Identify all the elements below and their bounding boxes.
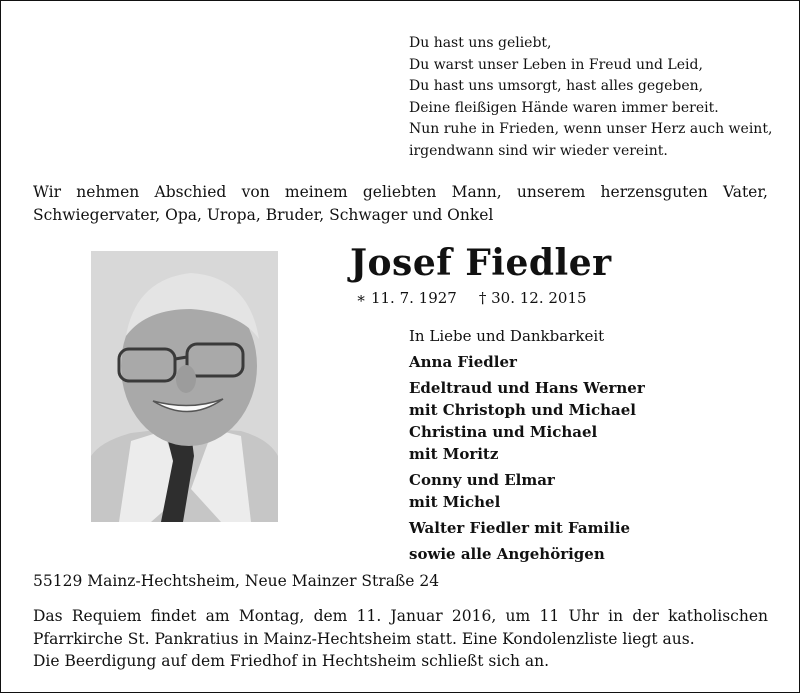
deceased-name: Josef Fiedler xyxy=(350,242,612,284)
mourner-line: Anna Fiedler xyxy=(409,353,517,371)
mourner-line: mit Moritz xyxy=(409,445,499,463)
poem-line: irgendwann sind wir wieder vereint. xyxy=(409,142,668,159)
birth-date: ∗ 11. 7. 1927 xyxy=(356,289,457,307)
mourners-list xyxy=(409,325,769,565)
burial-text: Die Beerdigung auf dem Friedhof in Hechtsheim schließt sich an. xyxy=(33,652,550,670)
mourner-line: mit Michel xyxy=(409,493,501,511)
dedication: In Liebe und Dankbarkeit xyxy=(409,327,605,345)
requiem-text: Das Requiem findet am Montag, dem 11. Januar 2016, um 11 Uhr in der katholischen Pfarrkirche St. Pankratius in Mainz-Hechtsheim statt. Eine Kondolenzliste liegt aus. xyxy=(33,607,768,648)
poem xyxy=(409,33,773,162)
mourner-line: Edeltraud und Hans Werner xyxy=(409,379,645,397)
poem-line: Du hast uns umsorgt, hast alles gegeben, xyxy=(409,78,704,94)
mourner-line: mit Christoph und Michael xyxy=(409,401,636,419)
mourner-line: Walter Fiedler mit Familie xyxy=(409,519,631,537)
mourner-line: sowie alle Angehörigen xyxy=(409,545,605,563)
mourner-line: Conny und Elmar xyxy=(409,471,555,489)
poem-line: Deine fleißigen Hände waren immer bereit. xyxy=(409,99,719,116)
address: 55129 Mainz-Hechtsheim, Neue Mainzer Straße 24 xyxy=(33,572,440,590)
poem-line: Nun ruhe in Frieden, wenn unser Herz auch weint, xyxy=(409,121,773,137)
service-info xyxy=(33,605,768,673)
life-dates xyxy=(356,289,609,307)
poem-line: Du hast uns geliebt, xyxy=(409,35,552,51)
portrait-illustration xyxy=(91,251,278,522)
poem-line: Du warst unser Leben in Freud und Leid, xyxy=(409,56,703,73)
portrait-photo xyxy=(91,251,278,522)
death-date: † 30. 12. 2015 xyxy=(478,289,587,307)
mourner-line: Christina und Michael xyxy=(409,423,598,441)
intro-text: Wir nehmen Abschied von meinem geliebten Mann, unserem herzensguten Vater, Schwiegervater, Opa, Uropa, Bruder, Schwager und Onkel xyxy=(33,183,768,224)
